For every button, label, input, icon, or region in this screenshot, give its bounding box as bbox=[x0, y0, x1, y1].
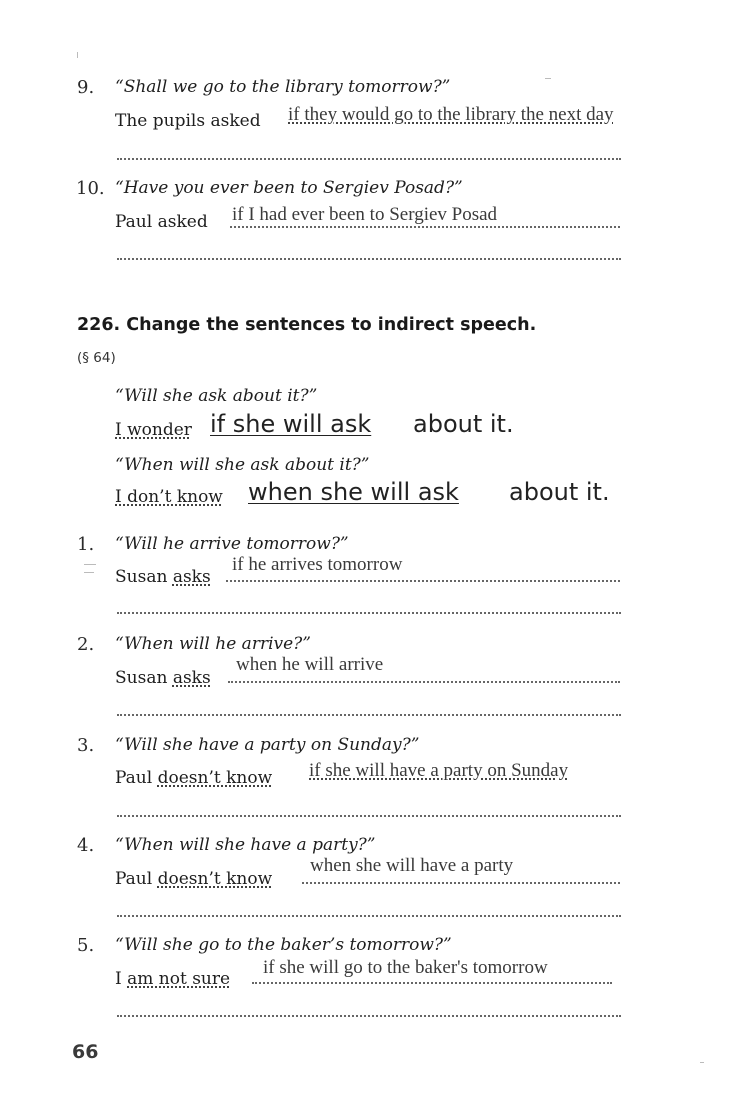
reporting-clause bbox=[115, 869, 272, 889]
direct-speech: “Have you ever been to Sergiev Posad?” bbox=[115, 178, 463, 198]
grammar-reference: (§ 64) bbox=[77, 350, 116, 366]
scan-speck bbox=[545, 78, 551, 79]
reporting-subject: I bbox=[115, 969, 122, 989]
answer-line bbox=[226, 580, 620, 582]
reporting-clause bbox=[115, 420, 192, 440]
scan-speck bbox=[77, 52, 78, 58]
reporting-subject: Susan bbox=[115, 668, 168, 688]
direct-speech: “Will she have a party on Sunday?” bbox=[115, 735, 420, 755]
reporting-subject: Paul bbox=[115, 768, 153, 788]
reporting-verb: doesn’t know bbox=[157, 869, 273, 889]
direct-speech: “Will he arrive tomorrow?” bbox=[115, 534, 349, 554]
handwritten-answer[interactable]: if he arrives tomorrow bbox=[232, 554, 403, 575]
direct-speech: “Will she ask about it?” bbox=[115, 386, 318, 406]
reporting-clause bbox=[115, 487, 223, 507]
answer-line bbox=[117, 815, 621, 817]
answer-line bbox=[117, 714, 621, 716]
answer-line bbox=[117, 258, 621, 260]
item-number: 3. bbox=[77, 735, 95, 756]
handwritten-answer[interactable]: if they would go to the library the next day bbox=[288, 104, 614, 125]
handwritten-answer[interactable]: when he will arrive bbox=[236, 654, 384, 675]
reporting-verb: I don’t know bbox=[115, 487, 223, 507]
scan-speck bbox=[84, 572, 94, 573]
reporting-verb: I wonder bbox=[115, 420, 192, 440]
scan-speck bbox=[84, 564, 96, 565]
reporting-clause bbox=[115, 567, 211, 587]
handwritten-answer[interactable]: if she will go to the baker's tomorrow bbox=[263, 957, 548, 978]
item-number: 10. bbox=[76, 178, 105, 199]
reporting-clause bbox=[115, 668, 211, 688]
item-number: 5. bbox=[77, 935, 95, 956]
reporting-clause: The pupils asked bbox=[115, 111, 261, 131]
reporting-verb: doesn’t know bbox=[157, 768, 273, 788]
answer-line bbox=[302, 882, 620, 884]
item-number: 1. bbox=[77, 534, 95, 555]
reporting-clause bbox=[115, 969, 230, 989]
direct-speech: “Will she go to the baker’s tomorrow?” bbox=[115, 935, 452, 955]
exercise-title: 226. Change the sentences to indirect speech. bbox=[77, 315, 537, 335]
handwritten-answer[interactable]: when she will have a party bbox=[310, 855, 514, 876]
item-number: 9. bbox=[77, 77, 95, 98]
answer-line bbox=[117, 612, 621, 614]
answer-line bbox=[252, 982, 612, 984]
reporting-clause: Paul asked bbox=[115, 212, 208, 232]
answer-line bbox=[228, 681, 620, 683]
handwritten-answer[interactable]: if she will have a party on Sunday bbox=[309, 760, 569, 781]
reporting-clause bbox=[115, 768, 272, 788]
page-number: 66 bbox=[72, 1041, 99, 1063]
item-number: 4. bbox=[77, 835, 95, 856]
answer-line bbox=[117, 915, 621, 917]
reporting-verb: am not sure bbox=[127, 969, 231, 989]
handwritten-answer[interactable]: if I had ever been to Sergiev Posad bbox=[232, 204, 498, 225]
direct-speech: “Shall we go to the library tomorrow?” bbox=[115, 77, 451, 97]
direct-speech: “When will she ask about it?” bbox=[115, 455, 370, 475]
direct-speech: “When will she have a party?” bbox=[115, 835, 376, 855]
answer-line bbox=[117, 1015, 621, 1017]
answer-line bbox=[230, 226, 620, 228]
example-answer-clause: if she will ask bbox=[210, 410, 372, 438]
answer-line bbox=[117, 158, 621, 160]
example-answer-tail: about it. bbox=[509, 478, 610, 506]
reporting-subject: Paul bbox=[115, 869, 153, 889]
item-number: 2. bbox=[77, 634, 95, 655]
example-answer-clause: when she will ask bbox=[248, 478, 459, 506]
reporting-verb: asks bbox=[172, 668, 211, 688]
example-answer-tail: about it. bbox=[413, 410, 514, 438]
reporting-subject: Susan bbox=[115, 567, 168, 587]
scan-speck bbox=[700, 1062, 704, 1063]
direct-speech: “When will he arrive?” bbox=[115, 634, 311, 654]
reporting-verb: asks bbox=[172, 567, 211, 587]
